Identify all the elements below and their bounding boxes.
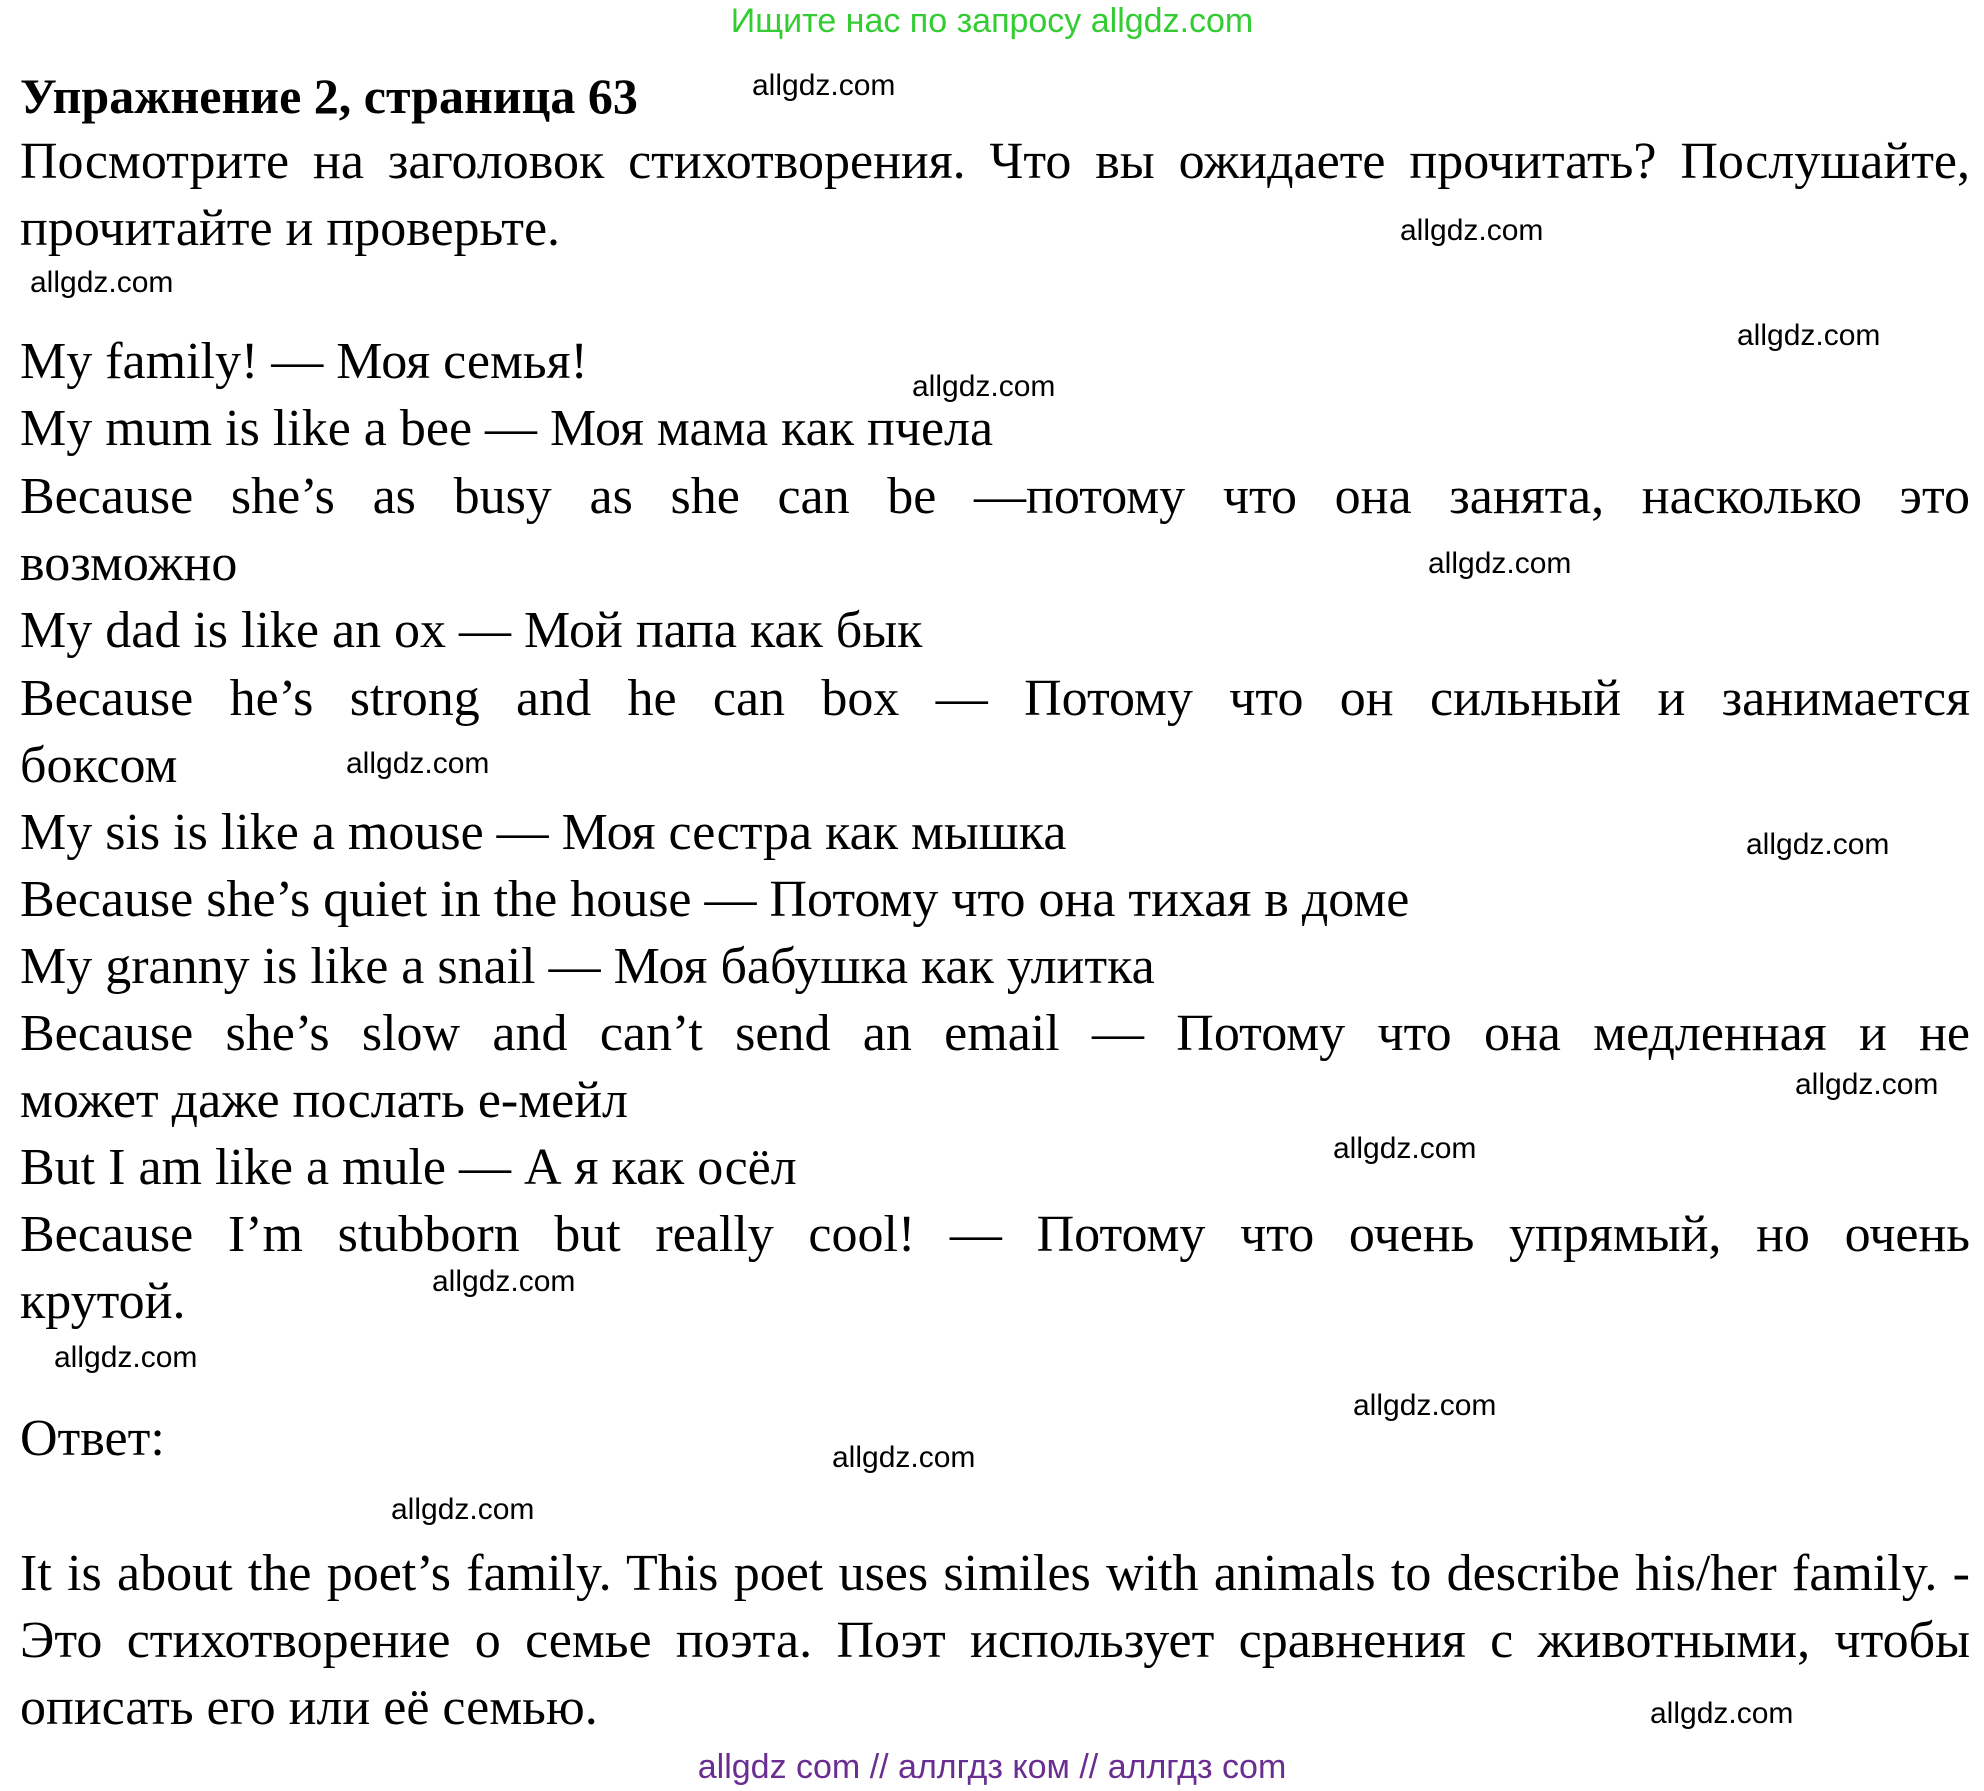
instruction-text: Посмотрите на заголовок стихотворения. Что вы ожидаете прочитать? Послушайте, прочитайте и проверьте. — [20, 133, 1970, 257]
page-title: Упражнение 2, страница 63 — [20, 68, 638, 124]
watermark: allgdz.com — [1333, 1132, 1477, 1165]
watermark: allgdz.com — [30, 266, 174, 299]
watermark: allgdz.com — [346, 747, 490, 780]
bottom-banner: allgdz com // аллгдз ком // аллгдз com — [697, 1748, 1287, 1786]
poem-line: Because I’m stubborn but really cool! — Потому что очень упрямый, но очень — [20, 1206, 1970, 1263]
watermark: allgdz.com — [54, 1341, 198, 1374]
top-banner: Ищите нас по запросу allgdz.com — [730, 2, 1254, 40]
poem-line: крутой. — [20, 1273, 186, 1330]
poem-line: My dad is like an ox — Мой папа как бык — [20, 602, 923, 659]
watermark: allgdz.com — [1795, 1068, 1939, 1101]
poem-line: Because she’s quiet in the house — Потому что она тихая в доме — [20, 871, 1410, 928]
watermark: allgdz.com — [391, 1493, 535, 1526]
watermark: allgdz.com — [1746, 828, 1890, 861]
poem-line: But I am like a mule — А я как осёл — [20, 1139, 797, 1196]
poem-line: боксом — [20, 737, 178, 794]
watermark: allgdz.com — [1650, 1697, 1794, 1730]
poem-line: My mum is like a bee — Моя мама как пчела — [20, 400, 994, 457]
watermark: allgdz.com — [752, 69, 896, 102]
poem-line: My family! — Моя семья! — [20, 333, 588, 390]
poem-line: My sis is like a mouse — Моя сестра как мышка — [20, 804, 1067, 861]
watermark: allgdz.com — [1737, 319, 1881, 352]
watermark: allgdz.com — [1428, 547, 1572, 580]
poem-line: может даже послать е-мейл — [20, 1072, 629, 1129]
poem-line: Because she’s slow and can’t send an email — Потому что она медленная и не — [20, 1005, 1970, 1062]
poem-line: Because she’s as busy as she can be —потому что она занята, насколько это — [20, 468, 1970, 525]
answer-text: It is about the poet’s family. This poet uses similes with animals to describe his/her family. - Это стихотворение о семье поэта. Поэт использует сравнения с животными, чтобы описать его или её семью. — [20, 1545, 1970, 1736]
watermark: allgdz.com — [432, 1265, 576, 1298]
poem-line: My granny is like a snail — Моя бабушка как улитка — [20, 938, 1155, 995]
poem-line: Because he’s strong and he can box — Потому что он сильный и занимается — [20, 670, 1970, 727]
answer-label: Ответ: — [20, 1410, 165, 1467]
watermark: allgdz.com — [1400, 214, 1544, 247]
watermark: allgdz.com — [1353, 1389, 1497, 1422]
watermark: allgdz.com — [832, 1441, 976, 1474]
watermark: allgdz.com — [912, 370, 1056, 403]
poem-line: возможно — [20, 535, 238, 592]
